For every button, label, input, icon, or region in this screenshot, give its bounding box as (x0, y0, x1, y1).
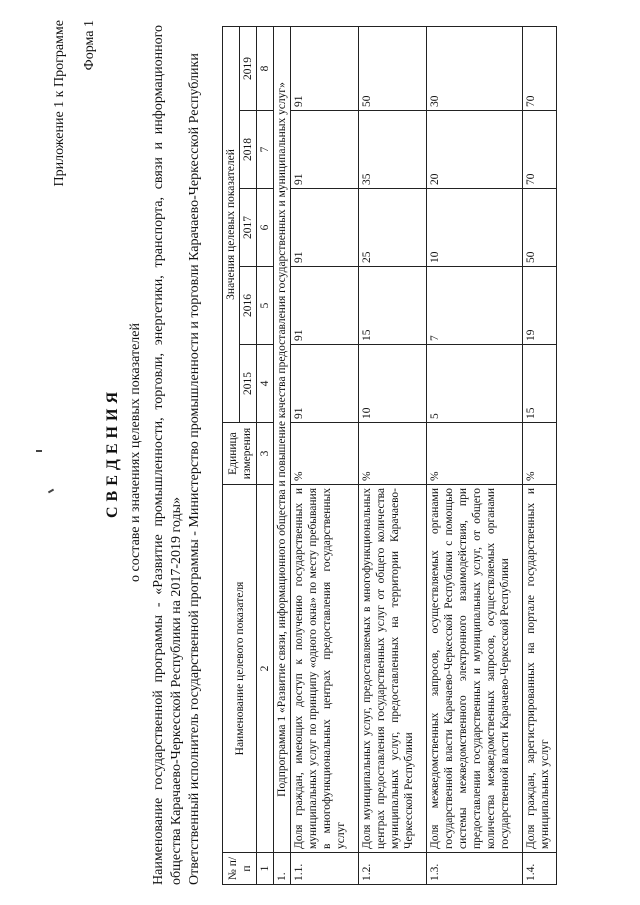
row-unit: % (427, 423, 523, 485)
row-value: 50 (359, 26, 427, 110)
row-value: 91 (291, 26, 359, 110)
header-year: 2015 (240, 345, 257, 423)
column-number: 4 (257, 345, 274, 423)
row-value: 50 (523, 189, 557, 267)
header-values-group: Значения целевых показателей (223, 26, 240, 422)
row-value: 91 (291, 267, 359, 345)
program-executor: Ответственный исполнитель государственной программы - Министерство промышленности и торговли Карачаево-Черкесской Республики (187, 53, 202, 885)
column-number: 6 (257, 189, 274, 267)
program-name: Наименование государственной программы - «Развитие промышленности, торговли, энергетики, транспорта, связи и информационного общества Карачаево-Черкесской Республики на 2017-2019 годы» (151, 25, 184, 885)
row-num: 1.3. (427, 853, 523, 885)
column-number: 1 (257, 853, 274, 885)
table-header-row (223, 26, 240, 884)
row-num: 1.1. (291, 853, 359, 885)
indicators-table (222, 26, 557, 885)
row-value: 70 (523, 26, 557, 110)
row-value: 91 (291, 111, 359, 189)
header-year: 2016 (240, 267, 257, 345)
header-year: 2018 (240, 111, 257, 189)
row-value: 5 (427, 345, 523, 423)
column-number: 8 (257, 26, 274, 110)
row-value: 20 (427, 111, 523, 189)
subprogram-row (274, 26, 291, 884)
row-unit: % (359, 423, 427, 485)
subprogram-title: Подпрограмма 1 «Развитие связи, информационного общества и повышение качества предоставления государственных и муниципальных услуг» (274, 26, 291, 852)
table-row (523, 26, 557, 884)
row-name: Доля муниципальных услуг, предоставляемых в многофункциональных центрах предоставления государственных услуг от общего количества муниципальных услуг, предоставленных на территории Карачаево-Черкесской Республики (359, 485, 427, 853)
row-value: 25 (359, 189, 427, 267)
table-row (359, 26, 427, 884)
row-name: Доля межведомственных запросов, осуществляемых органами государственной власти Карачаево-Черкесской Республики с помощью системы межведомственного электронного взаимодействия, при предоставлении государственных и муниципальных услуг, от общего количества межведомственных запросов, осуществляемых органами государственной власти Карачаево-Черкесской Республики (427, 485, 523, 853)
row-unit: % (291, 423, 359, 485)
row-value: 15 (523, 345, 557, 423)
row-value: 19 (523, 267, 557, 345)
row-name: Доля граждан, имеющих доступ к получению государственных и муниципальных услуг по принципу «одного окна» по месту пребывания в многофункциональных центрах предоставления государственных услуг (291, 485, 359, 853)
header-year: 2017 (240, 189, 257, 267)
column-numbers-row (257, 26, 274, 884)
column-number: 5 (257, 267, 274, 345)
row-value: 15 (359, 267, 427, 345)
column-number: 2 (257, 485, 274, 853)
table-row (427, 26, 523, 884)
row-value: 35 (359, 111, 427, 189)
header-year: 2019 (240, 26, 257, 110)
form-label: Форма 1 (82, 20, 97, 71)
document-subtitle: о составе и значениях целевых показателей (128, 323, 143, 582)
appendix-label: Приложение 1 к Программе (52, 20, 67, 187)
row-value: 70 (523, 111, 557, 189)
row-value: 91 (291, 189, 359, 267)
header-num: № п/п (223, 853, 257, 885)
subprogram-num: 1. (274, 853, 291, 885)
table-row (291, 26, 359, 884)
row-value: 7 (427, 267, 523, 345)
row-value: 91 (291, 345, 359, 423)
row-value: 30 (427, 26, 523, 110)
column-number: 3 (257, 423, 274, 485)
row-value: 10 (359, 345, 427, 423)
row-num: 1.2. (359, 853, 427, 885)
program-description (150, 25, 204, 885)
row-unit: % (523, 423, 557, 485)
column-number: 7 (257, 111, 274, 189)
row-num: 1.4. (523, 853, 557, 885)
row-value: 10 (427, 189, 523, 267)
document-title: СВЕДЕНИЯ (104, 386, 121, 519)
header-name: Наименование целевого показателя (223, 485, 257, 853)
row-name: Доля граждан, зарегистрированных на портале государственных и муниципальных услуг (523, 485, 557, 853)
header-unit: Единица измерения (223, 423, 257, 485)
